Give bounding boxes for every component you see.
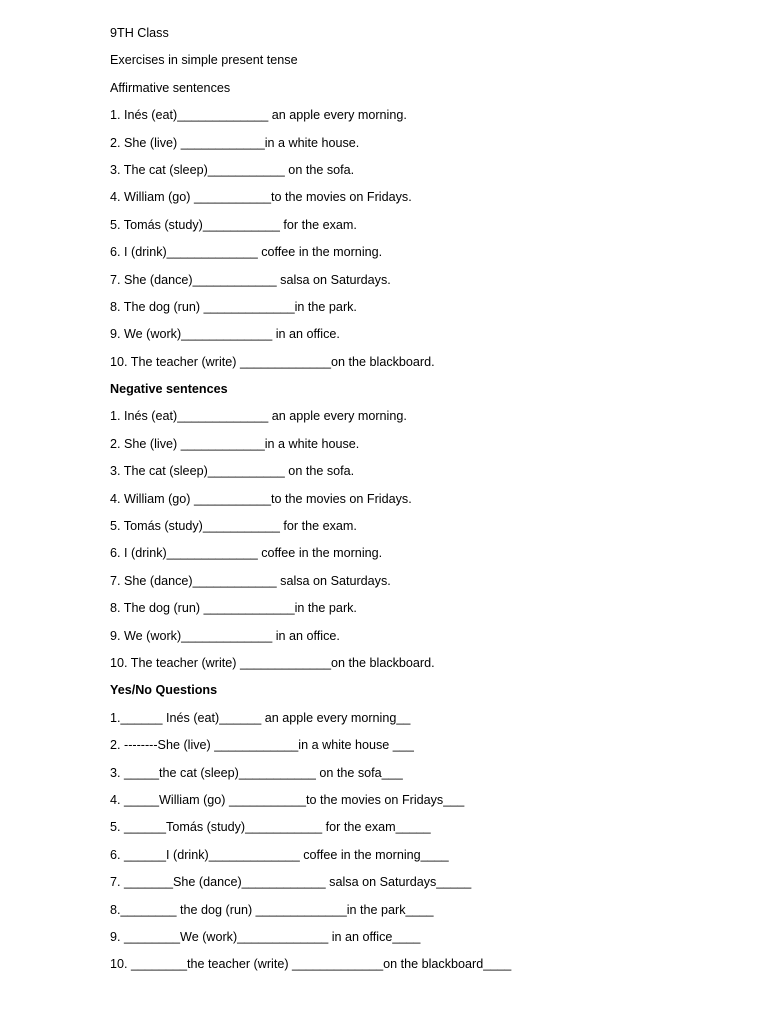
exercise-item: 1. Inés (eat)_____________ an apple every morning. bbox=[110, 409, 407, 424]
exercise-item: 6. I (drink)_____________ coffee in the morning. bbox=[110, 546, 383, 561]
exercise-item: 9. We (work)_____________ in an office. bbox=[110, 327, 340, 342]
class-title: 9TH Class bbox=[110, 26, 169, 40]
exercise-item: 1. Inés (eat)_____________ an apple every morning. bbox=[110, 108, 407, 123]
worksheet-page bbox=[110, 24, 750, 983]
exercise-item: 8. The dog (run) _____________in the park. bbox=[110, 299, 357, 314]
exercise-item: 7. She (dance)____________ salsa on Saturdays. bbox=[110, 573, 391, 588]
exercise-item: 7. She (dance)____________ salsa on Saturdays. bbox=[110, 272, 391, 287]
exercise-item: 4. William (go) ___________to the movies on Fridays. bbox=[110, 491, 412, 506]
exercise-item: 4. _____William (go) ___________to the movies on Fridays___ bbox=[110, 792, 465, 807]
section-heading: Negative sentences bbox=[110, 382, 228, 397]
exercise-item: 6. I (drink)_____________ coffee in the morning. bbox=[110, 245, 383, 260]
exercise-item: 2. She (live) ____________in a white house. bbox=[110, 135, 360, 150]
exercise-item: 5. Tomás (study)___________ for the exam. bbox=[110, 217, 357, 232]
exercise-item: 8.________ the dog (run) _____________in the park____ bbox=[110, 902, 434, 917]
section-negative bbox=[110, 380, 750, 681]
exercise-item: 3. The cat (sleep)___________ on the sofa. bbox=[110, 464, 355, 479]
exercise-item: 10. The teacher (write) _____________on the blackboard. bbox=[110, 655, 435, 670]
exercise-item: 5. Tomás (study)___________ for the exam. bbox=[110, 519, 357, 534]
exercise-item: 3. _____the cat (sleep)___________ on the sofa___ bbox=[110, 765, 403, 780]
exercise-item: 9. We (work)_____________ in an office. bbox=[110, 628, 340, 643]
section-yes-no-questions bbox=[110, 681, 750, 982]
exercise-item: 8. The dog (run) _____________in the park. bbox=[110, 601, 357, 616]
exercise-item: 10. The teacher (write) _____________on the blackboard. bbox=[110, 354, 435, 369]
exercise-item: 2. --------She (live) ____________in a white house ___ bbox=[110, 738, 414, 753]
exercise-item: 9. ________We (work)_____________ in an office____ bbox=[110, 929, 421, 944]
section-heading: Yes/No Questions bbox=[110, 683, 218, 698]
exercise-title: Exercises in simple present tense bbox=[110, 53, 298, 68]
exercise-item: 4. William (go) ___________to the movies on Fridays. bbox=[110, 190, 412, 205]
exercise-item: 2. She (live) ____________in a white house. bbox=[110, 436, 360, 451]
section-affirmative bbox=[110, 79, 750, 380]
section-heading: Affirmative sentences bbox=[110, 80, 231, 95]
exercise-item: 6. ______I (drink)_____________ coffee in the morning____ bbox=[110, 847, 449, 862]
exercise-item: 10. ________the teacher (write) _____________on the blackboard____ bbox=[110, 957, 512, 972]
exercise-item: 1.______ Inés (eat)______ an apple every morning__ bbox=[110, 710, 411, 725]
exercise-item: 5. ______Tomás (study)___________ for the exam_____ bbox=[110, 820, 431, 835]
exercise-item: 7. _______She (dance)____________ salsa on Saturdays_____ bbox=[110, 875, 472, 890]
exercise-item: 3. The cat (sleep)___________ on the sofa. bbox=[110, 162, 355, 177]
